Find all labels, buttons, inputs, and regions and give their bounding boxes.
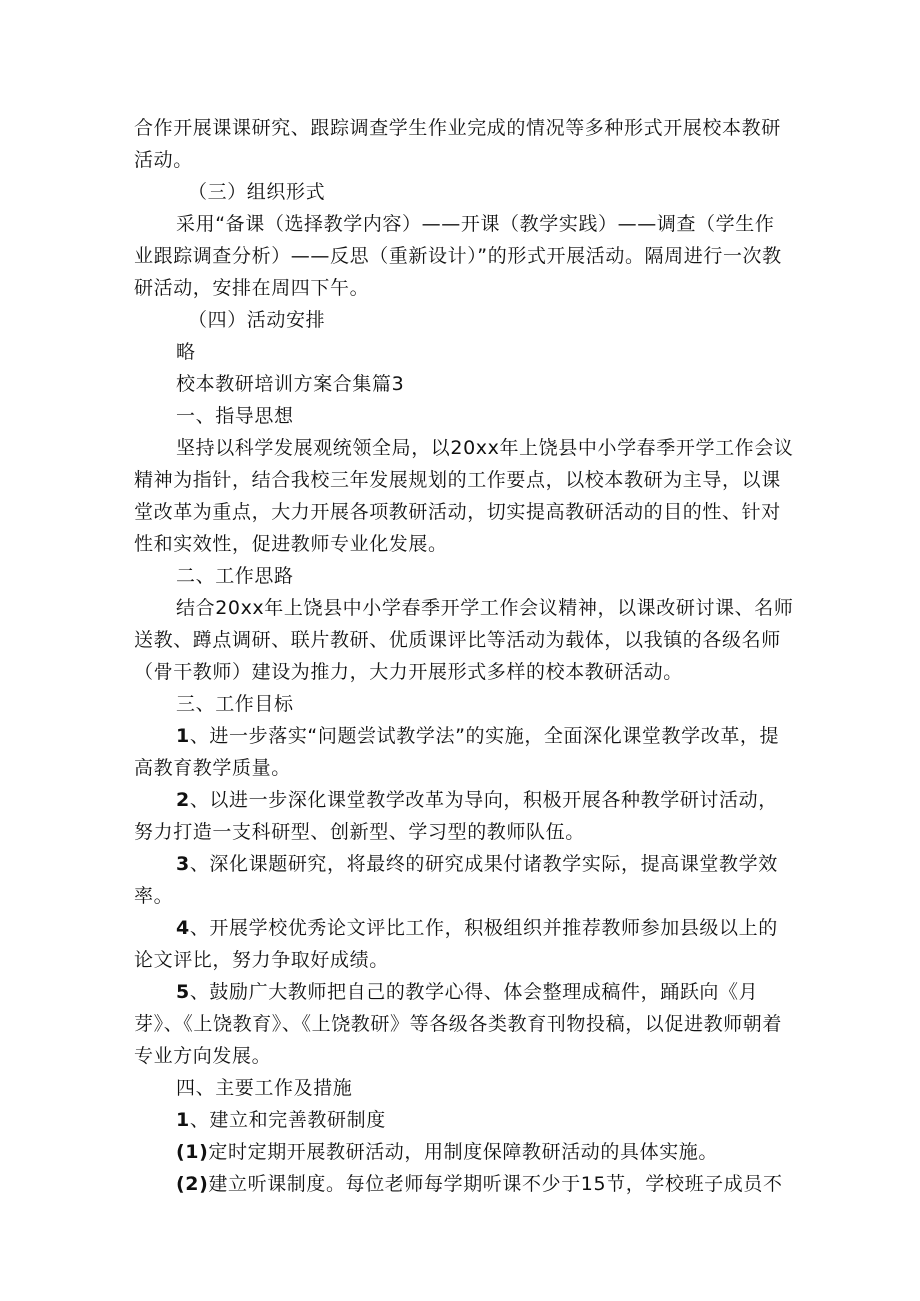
paragraph-omitted [134, 336, 794, 368]
heading-activity-arrangement [134, 304, 794, 336]
text: 定时定期开展教研活动，用制度保障教研活动的具体实施。 [208, 1141, 718, 1163]
measure-subitem [134, 1136, 794, 1168]
heading-organization-form [134, 176, 794, 208]
goal-item [134, 912, 794, 976]
heading-work-goals [134, 688, 794, 720]
item-number: 2 [176, 789, 190, 811]
document-body [134, 112, 794, 1200]
text: 、开展学校优秀论文评比工作，积极组织并推荐教师参加县级以上的论文评比，努力争取好成绩。 [134, 917, 778, 971]
text: 一、指导思想 [176, 405, 294, 427]
goal-item [134, 784, 794, 848]
item-number: (1) [176, 1141, 209, 1163]
item-number: 5 [176, 981, 190, 1003]
text: 采用“备课（选择教学内容）——开课（教学实践）——调查（学生作业跟踪调查分析）——反思（重新设计）”的形式开展活动。隔周进行一次教研活动，安排在周四下午。 [134, 213, 782, 299]
section-title-part3 [134, 368, 794, 400]
text: 、进一步落实“问题尝试教学法”的实施，全面深化课堂教学改革，提高教育教学质量。 [134, 725, 780, 779]
paragraph-continuation [134, 112, 794, 176]
item-number: (2) [176, 1173, 209, 1195]
item-number: 1 [176, 725, 190, 747]
measure-item [134, 1104, 794, 1136]
text: （四）活动安排 [188, 309, 326, 331]
text: （三）组织形式 [188, 181, 326, 203]
goal-item [134, 848, 794, 912]
item-number: 4 [176, 917, 190, 939]
goal-item [134, 976, 794, 1072]
item-number: 3 [176, 853, 190, 875]
text: 坚持以科学发展观统领全局，以20xx年上饶县中小学春季开学工作会议精神为指针，结合我校三年发展规划的工作要点，以校本教研为主导，以课堂改革为重点，大力开展各项教研活动，切实提高教研活动的目的性、针对性和实效性，促进教师专业化发展。 [134, 437, 794, 555]
goal-item [134, 720, 794, 784]
text: 、深化课题研究，将最终的研究成果付诸教学实际，提高课堂教学效率。 [134, 853, 778, 907]
text: 四、主要工作及措施 [176, 1077, 353, 1099]
text: 建立听课制度。每位老师每学期听课不少于15节，学校班子成员不 [208, 1173, 783, 1195]
text: 略 [176, 341, 196, 363]
text: 合作开展课课研究、跟踪调查学生作业完成的情况等多种形式开展校本教研活动。 [134, 117, 781, 171]
paragraph-work-ideas [134, 592, 794, 688]
heading-guiding-ideology [134, 400, 794, 432]
measure-subitem [134, 1168, 794, 1200]
text: 二、工作思路 [176, 565, 294, 587]
text: 、以进一步深化课堂教学改革为导向，积极开展各种教学研讨活动，努力打造一支科研型、创新型、学习型的教师队伍。 [134, 789, 778, 843]
text: 、建立和完善教研制度 [189, 1109, 386, 1131]
text: 结合20xx年上饶县中小学春季开学工作会议精神，以课改研讨课、名师送教、蹲点调研、联片教研、优质课评比等活动为载体，以我镇的各级名师（骨干教师）建设为推力，大力开展形式多样的校本教研活动。 [134, 597, 794, 683]
paragraph-guiding-ideology [134, 432, 794, 560]
item-number: 1 [176, 1109, 190, 1131]
heading-main-work-measures [134, 1072, 794, 1104]
text: 三、工作目标 [176, 693, 294, 715]
text: 校本教研培训方案合集篇3 [176, 373, 405, 395]
text: 、鼓励广大教师把自己的教学心得、体会整理成稿件，踊跃向《月芽》、《上饶教育》、《上饶教研》等各级各类教育刊物投稿，以促进教师朝着专业方向发展。 [134, 981, 783, 1067]
paragraph-organization-form [134, 208, 794, 304]
heading-work-ideas [134, 560, 794, 592]
